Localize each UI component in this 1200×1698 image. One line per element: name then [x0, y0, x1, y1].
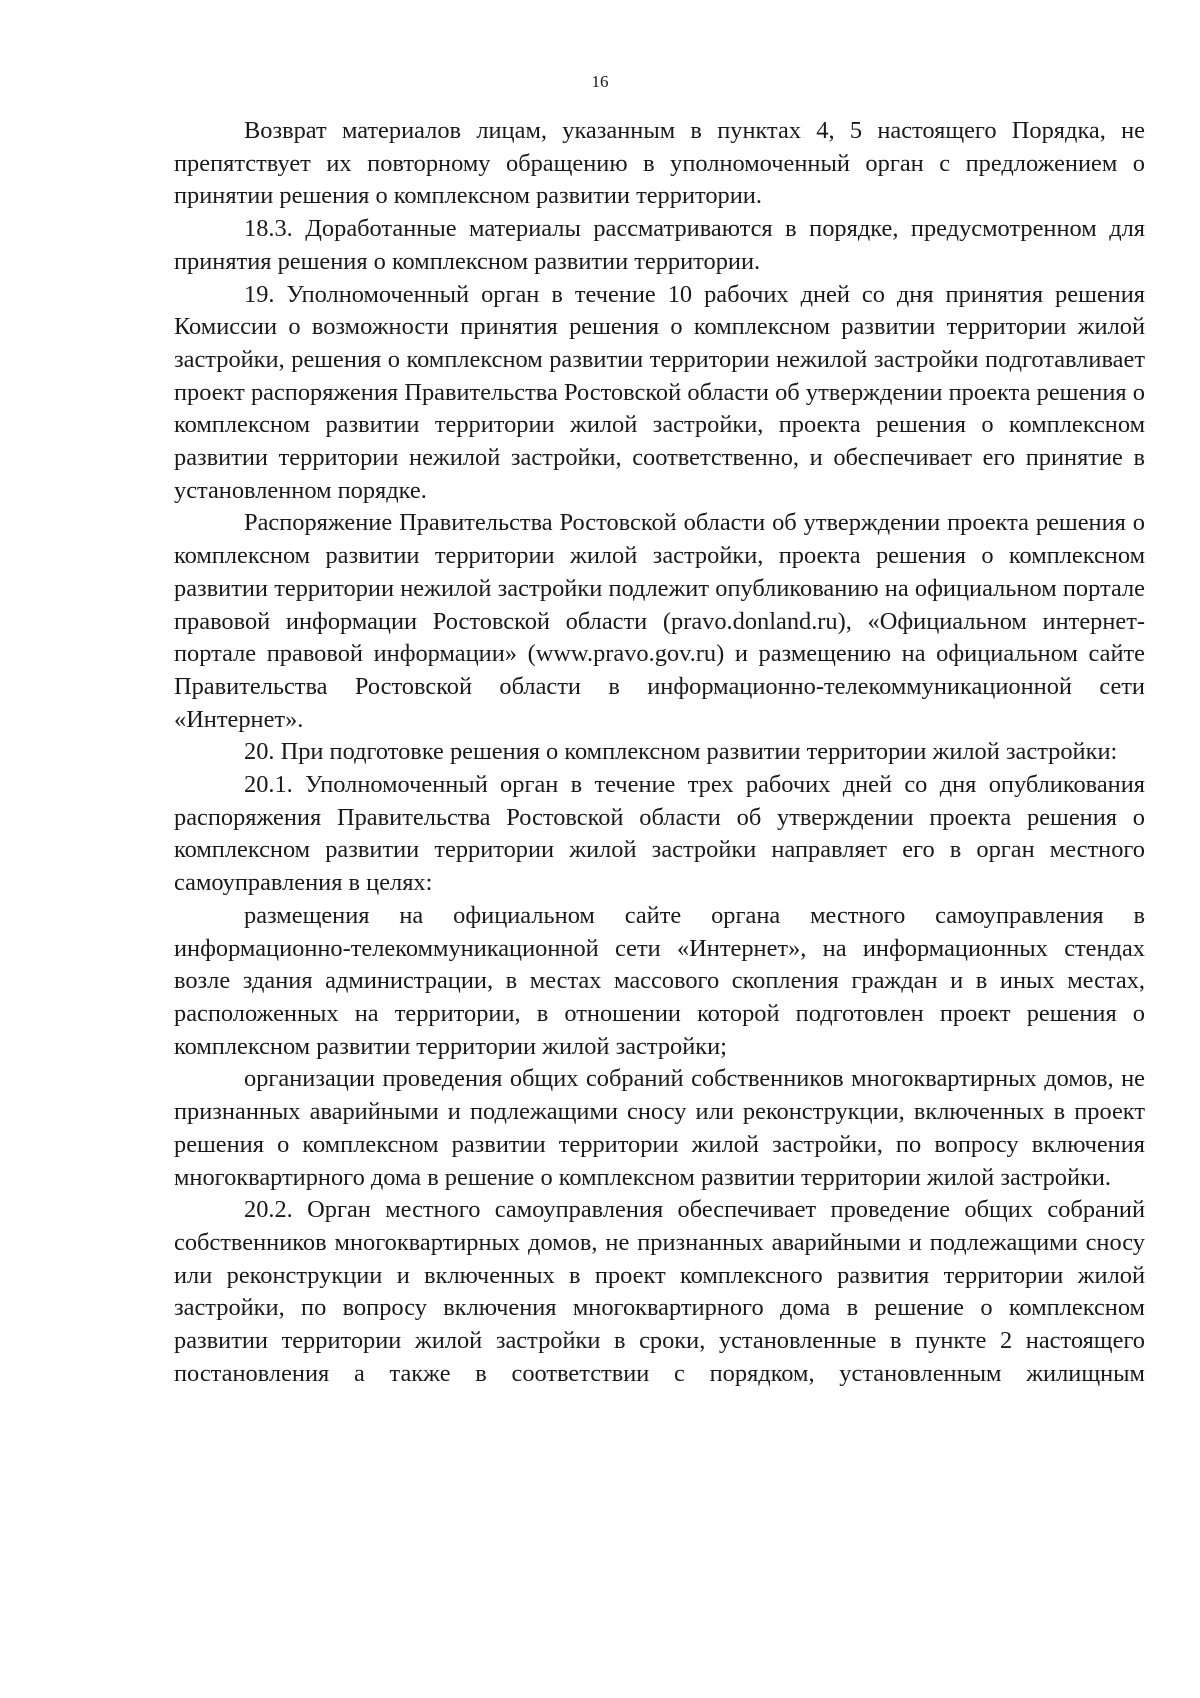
paragraph-meetings: организации проведения общих собраний собственников многоквартирных домов, не признанных аварийными и подлежащими сносу или реконструкции, включенных в проект решения о комплексном развитии территории жилой застройки, по вопросу включения многоквартирного дома в решение о комплексном развитии территории жилой застройки. [174, 1065, 1145, 1191]
paragraph-19: 19. Уполномоченный орган в течение 10 рабочих дней со дня принятия решения Комиссии о возможности принятия решения о комплексном развитии территории жилой застройки, решения о комплексном развитии территории нежилой застройки подготавливает проект распоряжения Правительства Ростовской области об утверждении проекта решения о комплексном развитии территории жилой застройки, проекта решения о комплексном развитии территории нежилой застройки, соответственно, и обеспечивает его принятие в установленном порядке. [174, 280, 1145, 504]
paragraph-materials-return: Возврат материалов лицам, указанным в пунктах 4, 5 настоящего Порядка, не препятствует их повторному обращению в уполномоченный орган с предложением о принятии решения о комплексном развитии территории. [174, 117, 1145, 210]
document-body [174, 115, 1145, 1390]
paragraph-20-1: 20.1. Уполномоченный орган в течение трех рабочих дней со дня опубликования распоряжения Правительства Ростовской области об утверждении проекта решения о комплексном развитии территории жилой застройки направляет его в орган местного самоуправления в целях: [174, 771, 1145, 897]
paragraph-placement: размещения на официальном сайте органа местного самоуправления в информационно-телекоммуникационной сети «Интернет», на информационных стендах возле здания администрации, в местах массового скопления граждан и в иных местах, расположенных на территории, в отношении которой подготовлен проект решения о комплексном развитии территории жилой застройки; [174, 901, 1145, 1060]
paragraph-20-2: 20.2. Орган местного самоуправления обеспечивает проведение общих собраний собственников многоквартирных домов, не признанных аварийными и подлежащими сносу или реконструкции и включенных в проект комплексного развития территории жилой застройки, по вопросу включения многоквартирного дома в решение о комплексном развитии территории жилой застройки в сроки, установленные в пункте 2 настоящего постановления а также в соответствии с порядком, установленным жилищным [174, 1196, 1145, 1387]
paragraph-20: 20. При подготовке решения о комплексном развитии территории жилой застройки: [244, 738, 1118, 766]
paragraph-18-3: 18.3. Доработанные материалы рассматриваются в порядке, предусмотренном для принятия решения о комплексном развитии территории. [174, 215, 1145, 275]
page-number: 16 [591, 72, 609, 91]
paragraph-publication: Распоряжение Правительства Ростовской области об утверждении проекта решения о комплексном развитии территории жилой застройки, проекта решения о комплексном развитии территории нежилой застройки подлежит опубликованию на официальном портале правовой информации Ростовской области (pravo.donland.ru), «Официальном интернет-портале правовой информации» (www.pravo.gov.ru) и размещению на официальном сайте Правительства Ростовской области в информационно-телекоммуникационной сети «Интернет». [174, 509, 1145, 733]
